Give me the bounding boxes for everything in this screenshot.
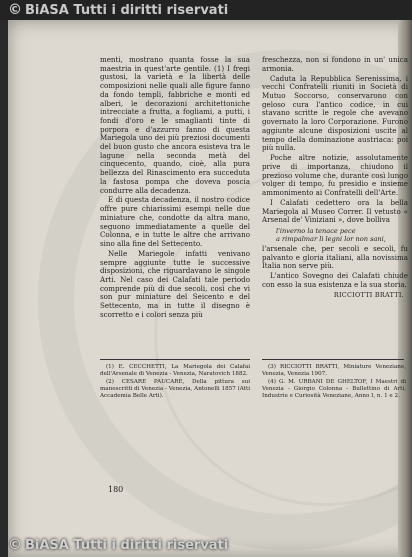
footnote-rule-right [262, 359, 404, 360]
footnote: (2) CESARE PAUCARÈ, Della pittura sui manoscritti di Venezia - Venezia, Antonelli 1857 (Atti Accademia Belle Arti). [100, 379, 250, 399]
right-paragraph: L'antico Sovegno dei Calafati chiude con esso la sua esistenza e la sua storia. [262, 271, 408, 289]
footnotes-left [100, 364, 250, 401]
left-text-column [100, 56, 250, 321]
copyright-symbol: © [8, 537, 22, 553]
verse-line: l'inverno la tenace pece [276, 226, 356, 235]
footnote-rule-left [100, 359, 250, 360]
watermark-text: BiASA Tutti i diritti riservati [25, 538, 229, 553]
footnote: (4) G. M. URBANI DE GHELTOF, I Maestri di Venezia - Giorgio Colonna - Bullettino di Arti, Industrie e Curiosità Veneziane, Anno I, n. 1 e 2. [262, 379, 406, 399]
right-paragraph: l'arsenale che, per secoli e secoli, fu palvanto e gloria italiani, alla novissima Italia non serve più. [262, 243, 408, 271]
footnote: (3) RICCIOTTI BRATTI, Miniature Veneziane, Venezia, Venezia 1907. [262, 364, 406, 377]
verse-quote [276, 227, 408, 243]
page-number: 180 [108, 485, 124, 494]
author-signature: RICCIOTTI BRATTI. [333, 290, 404, 299]
right-paragraph: Poche altre notizie, assolutamente prive di importanza, chiudono il prezioso volume che, durante così lungo volger di tempo, fu presidio e insieme ammonimento ai Confratelli dell'Arte. [262, 153, 408, 197]
watermark-bottom [8, 537, 228, 553]
left-paragraph: E di questa decadenza, il nostro codice offre pure chiarissimi esempi nelle due miniature che, condotte da altra mano, seguono immediatamente a quelle del Colonna, e in tutte le altre che arrivano sino alla fine del Settecento. [100, 195, 250, 248]
footnote: (1) E. CECCHETTI, La Mariegola dei Calafai dell'Arsenale di Venezia - Venezia, Naratovich 1882. [100, 364, 250, 377]
left-paragraph: Nelle Mariegole infatti venivano sempre aggiunte tutte le successive disposizioni, che riguardavano le singole Arti. Nel caso dei Calafati tale periodo comprende più di due secoli, così che vi son pur miniature del Seicento e del Settecento, ma in tutte il disegno è scorretto e i colori senza più [100, 248, 250, 319]
right-paragraph: Caduta la Repubblica Serenissima, i vecchi Confratelli riuniti in Società di Mutuo Soccorso, conservarono con geloso cura l'antico codice, in cui stavano scritte le regole che avevano governato la loro Corporazione. Furono aggiunte alcune disposizioni uscite al tempo della dominazione austriaca: poi più nulla. [262, 73, 408, 153]
footnotes-right [262, 364, 406, 401]
watermark-text: BiASA Tutti i diritti riservati [25, 3, 229, 18]
right-first-line: freschezza, non si fondono in un' unica armonia. [262, 55, 408, 73]
left-paragraph: menti, mostrano quanta fosse la sua maestria in quest'arte gentile. (1) I fregi gustosi, la varietà e la libertà delle composizioni nelle quali alle figure fanno da fondo templi, fabbriche e monti ed alberi, le decorazioni architettoniche intrecciate a frutta, a fogliami, a putti, i fondi d'oro e le smaglianti tinte di porpora e d'azzurro fanno di questa Mariegola uno dei più preziosi documenti del buon gusto che ancora esisteva tra le lagune nella seconda metà del cinquecento, quando, cioè, alla pura bellezza del Rinascimento era succeduta la fastosa pompa che doveva poscia condurre alla decadenza. [100, 55, 251, 195]
watermark-top [8, 2, 228, 18]
right-text-column [262, 56, 408, 300]
verse-line: a rimpalmar li legni lor non sani, [276, 234, 386, 243]
copyright-symbol: © [8, 2, 22, 18]
right-paragraph: I Calafati cedettero ora la bella Mariegola al Museo Correr. Il vetusto « Arsenal de' Viniziani », dove bolliva [262, 197, 408, 225]
